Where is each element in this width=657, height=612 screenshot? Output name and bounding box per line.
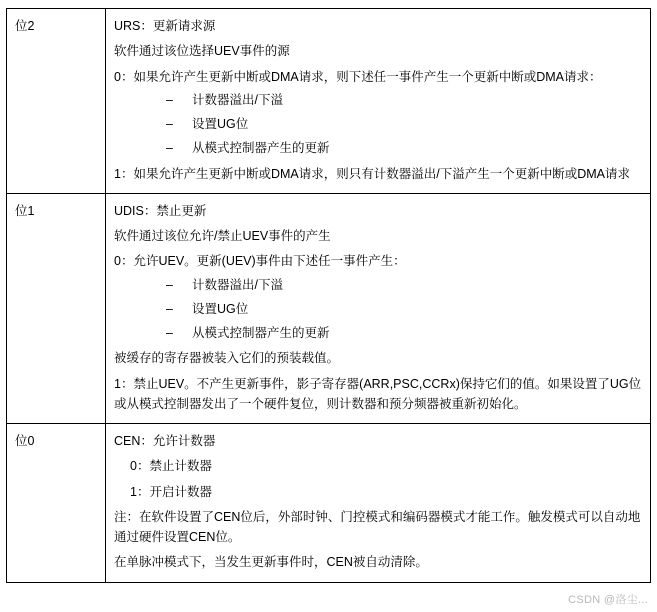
bit-description-cell	[106, 9, 651, 194]
list-item-label: 从模式控制器产生的更新	[192, 326, 330, 340]
list-item	[114, 299, 642, 319]
dash-bullet: –	[166, 92, 173, 107]
table-body	[7, 9, 651, 583]
list-item	[114, 138, 642, 158]
field-value-0: 0：允许UEV。更新(UEV)事件由下述任一事件产生：	[114, 254, 406, 269]
field-note-1: 在单脉冲模式下，当发生更新事件时，CEN被自动清除。	[114, 555, 428, 570]
bit-label-cell	[7, 193, 106, 423]
bit-label-cell	[7, 9, 106, 194]
field-note-0: 注：在软件设置了CEN位后，外部时钟、门控模式和编码器模式才能工作。触发模式可以自动地通过硬件设置CEN位。	[114, 509, 641, 544]
list-item	[114, 323, 642, 343]
field-summary: 软件通过该位允许/禁止UEV事件的产生	[114, 229, 331, 243]
field-value-1: 1：开启计数器	[130, 484, 212, 499]
bit-label: 位2	[15, 19, 35, 33]
bit-label: 位0	[15, 434, 35, 448]
table-row	[7, 9, 651, 194]
bit-description-cell	[106, 424, 651, 583]
list-item-label: 计数器溢出/下溢	[192, 92, 283, 107]
table-row	[7, 424, 651, 583]
field-value-1: 1：禁止UEV。不产生更新事件，影子寄存器(ARR,PSC,CCRx)保持它们的值。如果设置了UG位或从模式控制器发出了一个硬件复位，则计数器和预分频器被重新初始化。	[114, 376, 642, 411]
field-title: URS：更新请求源	[114, 19, 216, 33]
event-list	[114, 275, 642, 344]
list-item-label: 计数器溢出/下溢	[192, 277, 283, 292]
field-value-0: 0：如果允许产生更新中断或DMA请求，则下述任一事件产生一个更新中断或DMA请求：	[114, 69, 602, 84]
dash-bullet: –	[166, 141, 173, 156]
list-item-label: 从模式控制器产生的更新	[192, 141, 330, 156]
dash-bullet: –	[166, 277, 173, 292]
field-summary: 软件通过该位选择UEV事件的源	[114, 44, 290, 59]
field-note: 被缓存的寄存器被装入它们的预装载值。	[114, 351, 340, 366]
list-item	[114, 114, 642, 134]
event-list	[114, 90, 642, 159]
dash-bullet: –	[166, 117, 173, 131]
bit-description-table	[6, 8, 651, 583]
list-item	[114, 275, 642, 295]
list-item-label: 设置UG位	[192, 301, 249, 316]
field-title: UDIS：禁止更新	[114, 203, 207, 218]
bit-label-cell	[7, 424, 106, 583]
list-item	[114, 90, 642, 110]
list-item-label: 设置UG位	[192, 117, 249, 131]
bit-description-cell	[106, 193, 651, 423]
table-row	[7, 193, 651, 423]
dash-bullet: –	[166, 301, 173, 316]
dash-bullet: –	[166, 326, 173, 340]
field-value-1: 1：如果允许产生更新中断或DMA请求，则只有计数器溢出/下溢产生一个更新中断或DMA请求	[114, 166, 630, 181]
field-value-0: 0：禁止计数器	[130, 459, 212, 474]
watermark: CSDN @洛尘...	[568, 594, 648, 606]
bit-label: 位1	[15, 203, 35, 218]
field-title: CEN：允许计数器	[114, 434, 216, 448]
